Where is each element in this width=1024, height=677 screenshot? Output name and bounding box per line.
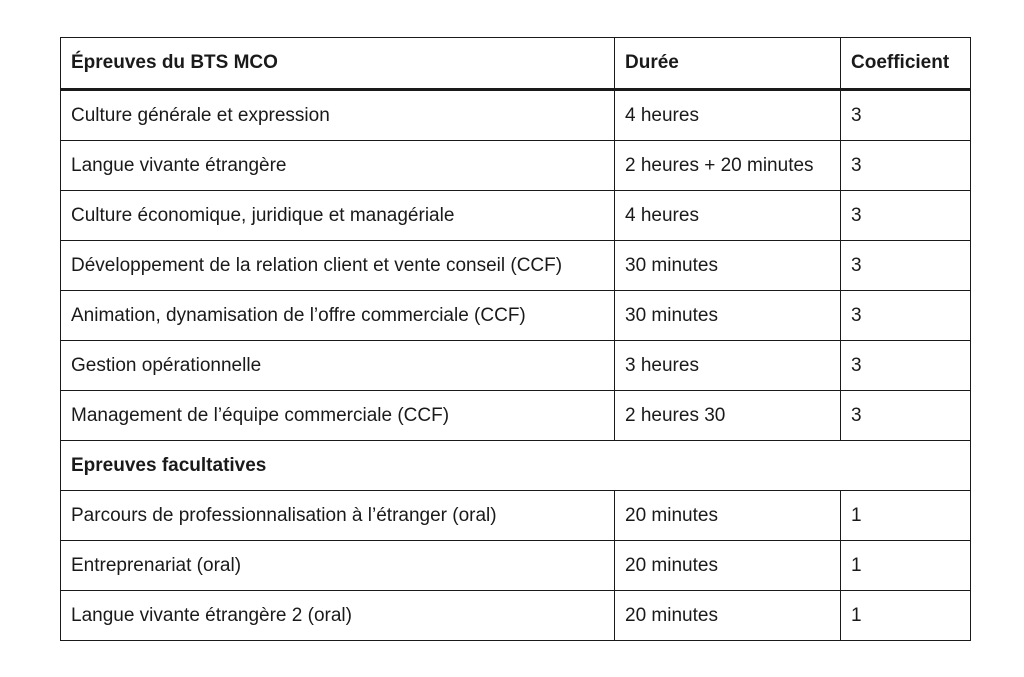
coefficient-cell: 3	[841, 90, 971, 141]
exam-cell: Culture économique, juridique et managériale	[61, 191, 615, 241]
coefficient-cell: 3	[841, 341, 971, 391]
exam-cell: Entreprenariat (oral)	[61, 541, 615, 591]
coefficient-cell: 3	[841, 391, 971, 441]
coefficient-cell: 3	[841, 191, 971, 241]
coefficient-cell: 3	[841, 241, 971, 291]
duration-cell: 3 heures	[615, 341, 841, 391]
exam-cell: Langue vivante étrangère 2 (oral)	[61, 591, 615, 641]
exam-cell: Développement de la relation client et vente conseil (CCF)	[61, 241, 615, 291]
table-row	[61, 341, 971, 391]
table-row	[61, 391, 971, 441]
table-row	[61, 241, 971, 291]
exam-cell: Management de l’équipe commerciale (CCF)	[61, 391, 615, 441]
coefficient-cell: 3	[841, 141, 971, 191]
duration-cell: 20 minutes	[615, 591, 841, 641]
exam-cell: Culture générale et expression	[61, 90, 615, 141]
coefficient-cell: 1	[841, 491, 971, 541]
table-row	[61, 291, 971, 341]
header-coefficient: Coefficient	[841, 38, 971, 90]
duration-cell: 20 minutes	[615, 541, 841, 591]
exam-cell: Gestion opérationnelle	[61, 341, 615, 391]
header-duration: Durée	[615, 38, 841, 90]
table-row	[61, 141, 971, 191]
table-header	[61, 38, 971, 90]
duration-cell: 2 heures 30	[615, 391, 841, 441]
duration-cell: 4 heures	[615, 90, 841, 141]
exam-table	[60, 37, 971, 641]
table-row	[61, 191, 971, 241]
table-row	[61, 90, 971, 141]
duration-cell: 20 minutes	[615, 491, 841, 541]
duration-cell: 4 heures	[615, 191, 841, 241]
table-row	[61, 491, 971, 541]
exam-cell: Animation, dynamisation de l’offre commerciale (CCF)	[61, 291, 615, 341]
coefficient-cell: 1	[841, 591, 971, 641]
exam-cell: Langue vivante étrangère	[61, 141, 615, 191]
coefficient-cell: 1	[841, 541, 971, 591]
header-row	[61, 38, 971, 90]
table-row	[61, 591, 971, 641]
table-body	[61, 90, 971, 641]
optional-section-row	[61, 441, 971, 491]
table-row	[61, 541, 971, 591]
exam-cell: Parcours de professionnalisation à l’étranger (oral)	[61, 491, 615, 541]
header-exam: Épreuves du BTS MCO	[61, 38, 615, 90]
duration-cell: 30 minutes	[615, 241, 841, 291]
duration-cell: 2 heures + 20 minutes	[615, 141, 841, 191]
optional-section-title: Epreuves facultatives	[61, 441, 971, 491]
duration-cell: 30 minutes	[615, 291, 841, 341]
coefficient-cell: 3	[841, 291, 971, 341]
